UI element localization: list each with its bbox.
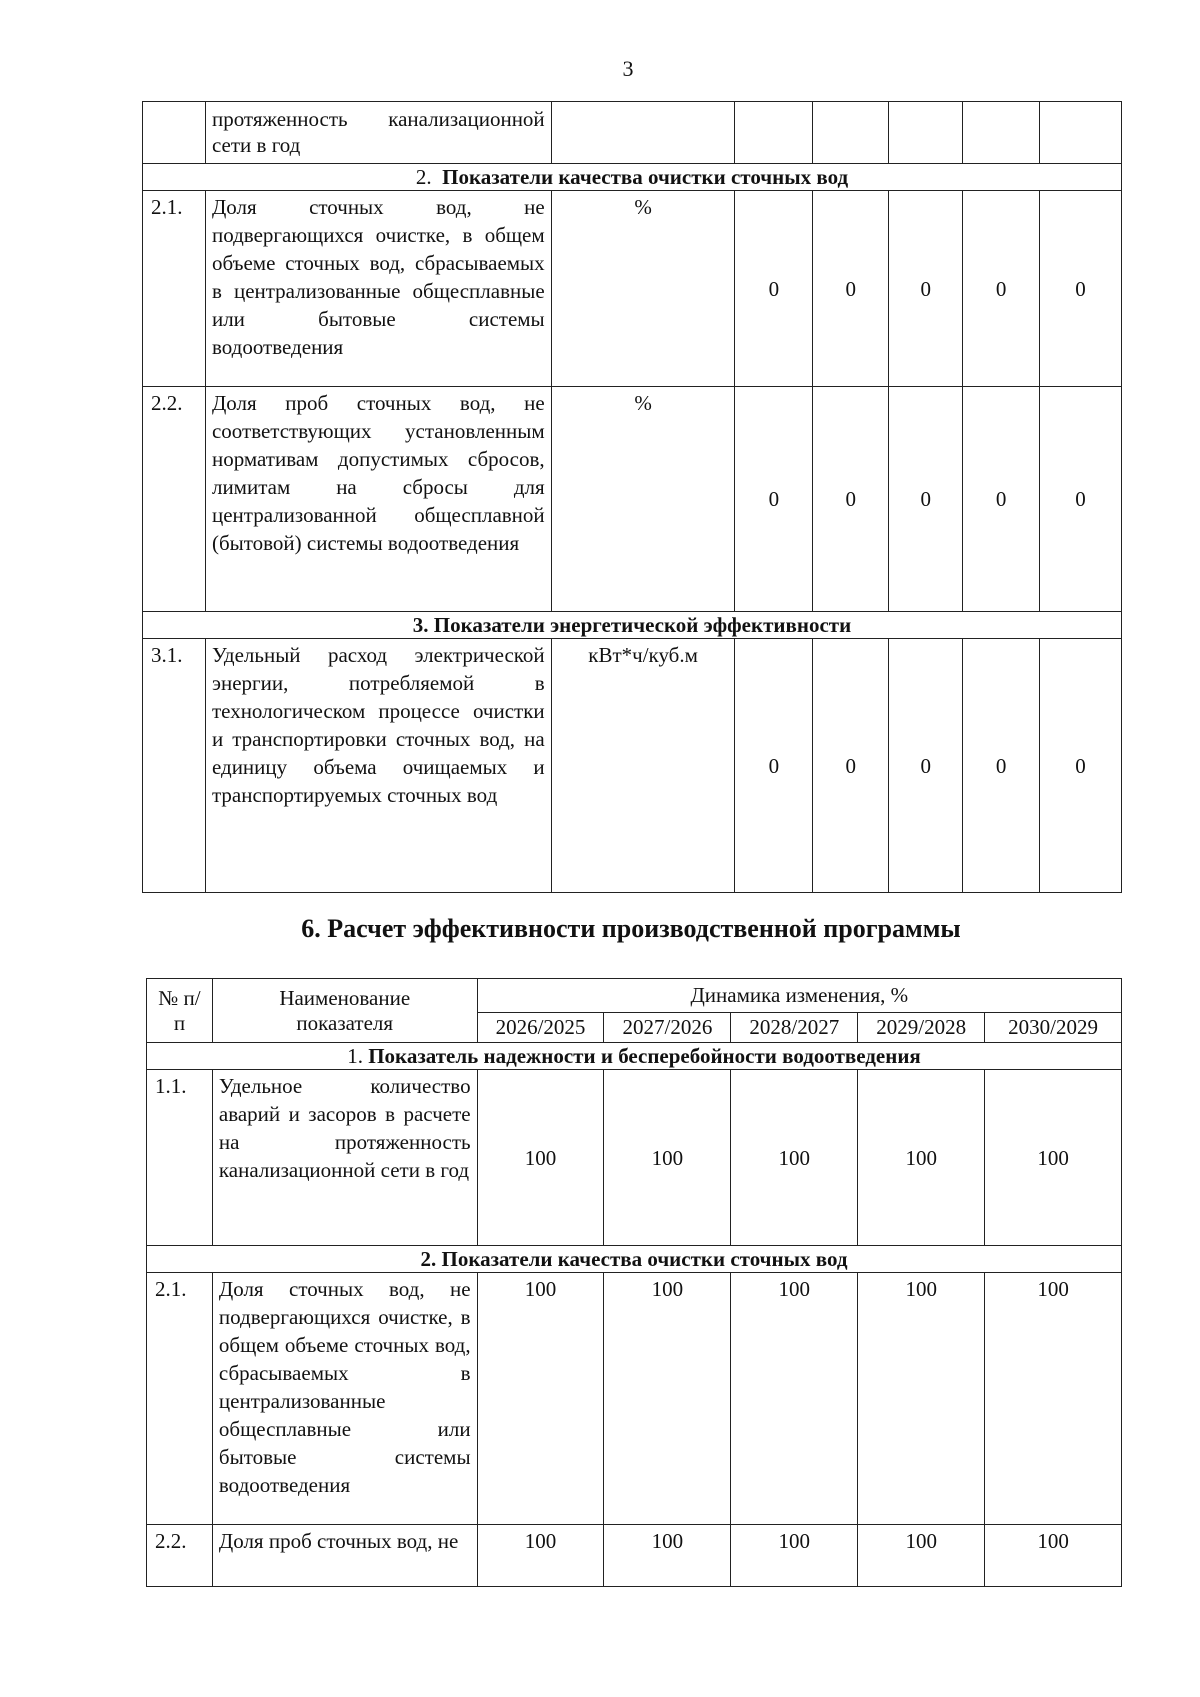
- value-cell: 0: [889, 639, 963, 893]
- value-cell: 0: [963, 191, 1040, 387]
- section-title: 3. Показатели энергетической эффективности: [143, 612, 1122, 639]
- value-cell: 0: [735, 639, 813, 893]
- value-cell: 100: [731, 1525, 858, 1587]
- row-number: 2.1.: [143, 191, 206, 387]
- table-row: [143, 387, 1122, 612]
- value-cell: 0: [735, 191, 813, 387]
- value-cell: 100: [985, 1273, 1122, 1525]
- column-header-year: 2027/2026: [604, 1013, 731, 1043]
- table-row: [143, 102, 1122, 164]
- indicator-name: Доля проб сточных вод, не соответствующих установленным нормативам допустимых сбросов, лимитам на сбросы для централизованной общесплавной (бытовой) системы водоотведения: [205, 387, 551, 612]
- section-header-row: [143, 612, 1122, 639]
- value-cell: 100: [985, 1070, 1122, 1246]
- unit-cell: %: [551, 387, 735, 612]
- value-cell: 100: [858, 1070, 985, 1246]
- value-cell: 100: [604, 1273, 731, 1525]
- row-number: 1.1.: [147, 1070, 213, 1246]
- column-header-year: 2028/2027: [731, 1013, 858, 1043]
- table-row: [147, 1070, 1122, 1246]
- value-cell: 100: [858, 1273, 985, 1525]
- value-cell: 100: [731, 1070, 858, 1246]
- section-title: 2. Показатели качества очистки сточных вод: [147, 1246, 1122, 1273]
- value-cell: 100: [604, 1070, 731, 1246]
- column-header-year: 2030/2029: [985, 1013, 1122, 1043]
- value-cell: 0: [889, 191, 963, 387]
- indicator-name: Удельный расход электрической энергии, потребляемой в технологическом процессе очистки и транспортировки сточных вод, на единицу объема очищаемых и транспортируемых сточных вод: [205, 639, 551, 893]
- column-header-year: 2029/2028: [858, 1013, 985, 1043]
- row-number: [143, 102, 206, 164]
- row-number: 2.2.: [143, 387, 206, 612]
- section-header-row: [147, 1246, 1122, 1273]
- table-row: [147, 1525, 1122, 1587]
- table-row: [147, 1273, 1122, 1525]
- table-row: [143, 639, 1122, 893]
- section-title: Показатель надежности и бесперебойности водоотведения: [368, 1044, 921, 1068]
- value-cell: 100: [858, 1525, 985, 1587]
- value-cell: 100: [477, 1070, 604, 1246]
- unit-cell: %: [551, 191, 735, 387]
- row-number: 2.2.: [147, 1525, 213, 1587]
- indicator-name: Доля сточных вод, не подвергающихся очистке, в общем объеме сточных вод, сбрасываемых в централизованные общесплавные или бытовые системы водоотведения: [212, 1273, 477, 1525]
- indicator-name: Удельное количество аварий и засоров в расчете на протяженность канализационной сети в год: [212, 1070, 477, 1246]
- section-title: Показатели качества очистки сточных вод: [442, 165, 849, 189]
- value-cell: 0: [813, 387, 889, 612]
- value-cell: 0: [889, 387, 963, 612]
- row-number: 2.1.: [147, 1273, 213, 1525]
- unit-cell: кВт*ч/куб.м: [551, 639, 735, 893]
- efficiency-table: [146, 978, 1122, 1587]
- value-cell: 0: [813, 191, 889, 387]
- column-header-dynamics: Динамика изменения, %: [477, 979, 1121, 1013]
- indicator-name: Доля сточных вод, не подвергающихся очистке, в общем объеме сточных вод, сбрасываемых в централизованные общесплавные или бытовые системы водоотведения: [205, 191, 551, 387]
- column-header-number: № п/п: [147, 979, 213, 1043]
- value-cell: 100: [477, 1525, 604, 1587]
- column-header-name: Наименование показателя: [212, 979, 477, 1043]
- header-row: [147, 979, 1122, 1013]
- value-cell: 0: [1040, 191, 1122, 387]
- value-cell: 0: [813, 639, 889, 893]
- page-number: 3: [622, 56, 634, 81]
- section-header-row: [147, 1043, 1122, 1070]
- value-cell: 100: [731, 1273, 858, 1525]
- column-header-year: 2026/2025: [477, 1013, 604, 1043]
- indicator-name: протяженность канализационной сети в год: [205, 102, 551, 164]
- value-cell: 0: [1040, 387, 1122, 612]
- value-cell: 100: [985, 1525, 1122, 1587]
- row-number: 3.1.: [143, 639, 206, 893]
- section-number: 2.: [415, 165, 432, 189]
- value-cell: 0: [735, 387, 813, 612]
- value-cell: 0: [1040, 639, 1122, 893]
- value-cell: 100: [604, 1525, 731, 1587]
- indicator-name: Доля проб сточных вод, не: [212, 1525, 477, 1587]
- section-header-row: [143, 164, 1122, 191]
- value-cell: 0: [963, 387, 1040, 612]
- value-cell: 0: [963, 639, 1040, 893]
- indicators-table: [142, 101, 1122, 893]
- value-cell: 100: [477, 1273, 604, 1525]
- section-number: 1.: [347, 1044, 363, 1068]
- section-heading: 6. Расчет эффективности производственной программы: [301, 914, 961, 943]
- table-row: [143, 191, 1122, 387]
